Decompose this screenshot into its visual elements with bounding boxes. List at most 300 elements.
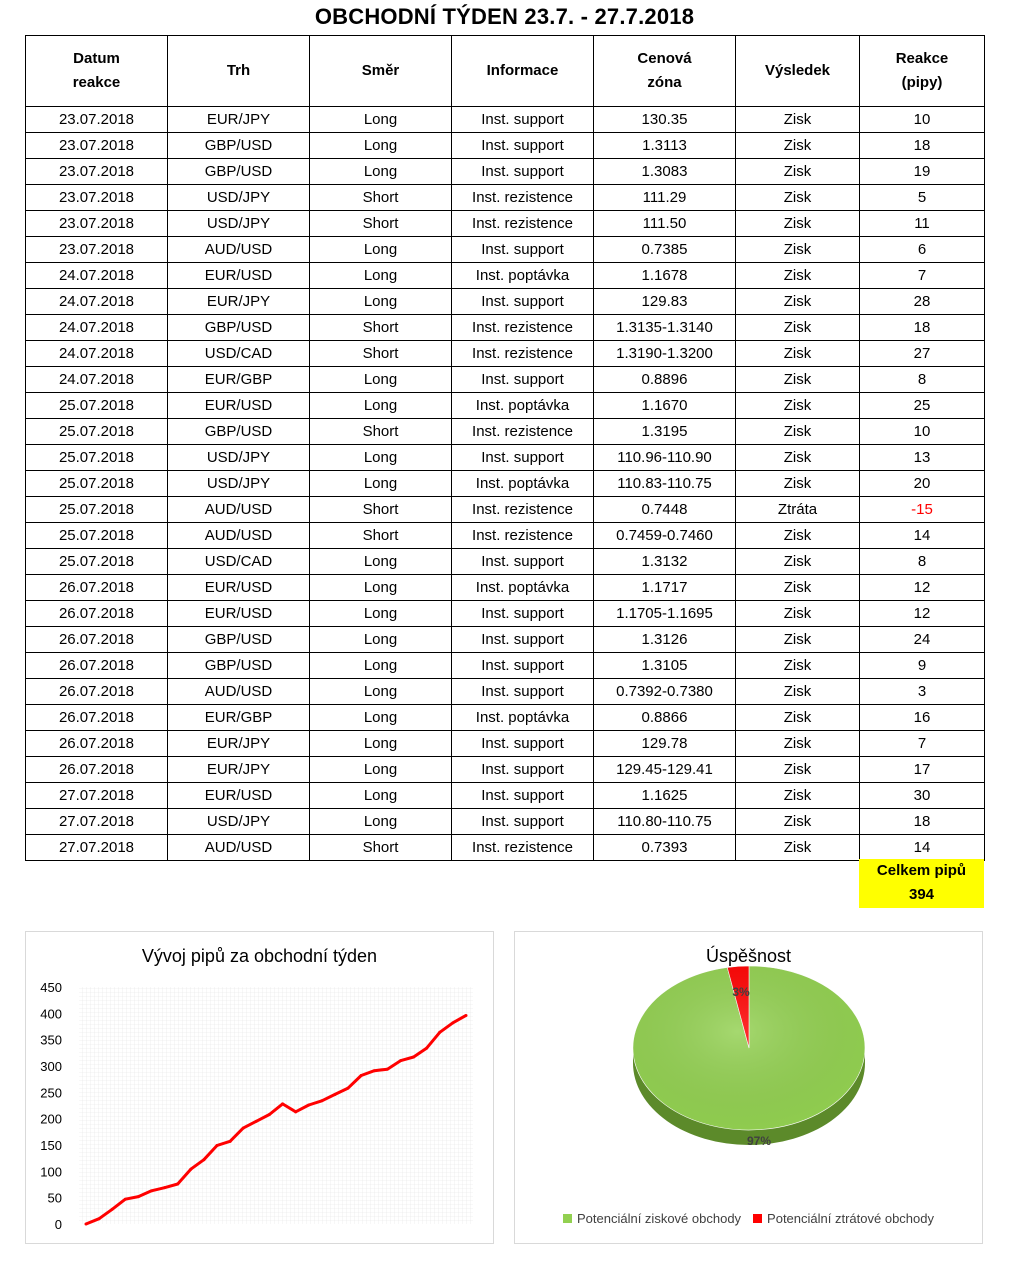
table-row — [26, 731, 985, 757]
table-cell: 25.07.2018 — [26, 393, 168, 419]
table-cell: EUR/USD — [168, 601, 310, 627]
table-cell: 25.07.2018 — [26, 419, 168, 445]
table-cell: 3 — [860, 679, 985, 705]
legend-label: Potenciální ziskové obchody — [577, 1211, 742, 1226]
table-cell: 110.83-110.75 — [594, 471, 736, 497]
line-point — [268, 1113, 271, 1116]
table-cell: Zisk — [736, 627, 860, 653]
table-cell: Long — [310, 107, 452, 133]
line-point — [189, 1168, 192, 1171]
y-tick-label: 250 — [40, 1085, 62, 1101]
table-cell: 23.07.2018 — [26, 211, 168, 237]
table-cell: 0.7385 — [594, 237, 736, 263]
table-cell: 129.45-129.41 — [594, 757, 736, 783]
table-cell: EUR/GBP — [168, 705, 310, 731]
table-cell: 18 — [860, 315, 985, 341]
table-cell: 14 — [860, 835, 985, 861]
table-cell: Long — [310, 757, 452, 783]
table-cell: 27.07.2018 — [26, 835, 168, 861]
table-cell: 27.07.2018 — [26, 783, 168, 809]
table-cell: Zisk — [736, 757, 860, 783]
table-cell: Long — [310, 679, 452, 705]
table-cell: 24.07.2018 — [26, 289, 168, 315]
table-cell: Inst. poptávka — [452, 393, 594, 419]
table-cell: Inst. support — [452, 445, 594, 471]
line-point — [124, 1198, 127, 1201]
table-cell: Long — [310, 133, 452, 159]
table-cell: Inst. rezistence — [452, 523, 594, 549]
table-cell: Zisk — [736, 549, 860, 575]
total-pips-box — [859, 859, 984, 908]
line-point — [255, 1120, 258, 1123]
table-cell: 26.07.2018 — [26, 731, 168, 757]
table-cell: Zisk — [736, 211, 860, 237]
table-cell: USD/CAD — [168, 549, 310, 575]
table-cell: Long — [310, 159, 452, 185]
table-row — [26, 393, 985, 419]
table-cell: 7 — [860, 263, 985, 289]
column-header-line: Směr — [361, 62, 400, 79]
table-cell: EUR/JPY — [168, 289, 310, 315]
table-cell: AUD/USD — [168, 237, 310, 263]
table-cell: 1.3113 — [594, 133, 736, 159]
column-header-line: (pipy) — [901, 74, 943, 91]
table-cell: GBP/USD — [168, 419, 310, 445]
y-tick-label: 450 — [40, 980, 62, 995]
table-cell: AUD/USD — [168, 679, 310, 705]
column-header-line: zóna — [647, 74, 682, 91]
line-point — [111, 1208, 114, 1211]
table-cell: AUD/USD — [168, 523, 310, 549]
total-pips-label: Celkem pipů — [876, 862, 967, 879]
table-cell: 23.07.2018 — [26, 107, 168, 133]
table-cell: Zisk — [736, 835, 860, 861]
pie-legend — [541, 1206, 956, 1232]
table-cell: Zisk — [736, 289, 860, 315]
table-cell: Inst. support — [452, 679, 594, 705]
table-cell: Zisk — [736, 679, 860, 705]
line-point — [294, 1110, 297, 1113]
table-row — [26, 315, 985, 341]
table-cell: Long — [310, 575, 452, 601]
table-cell: Zisk — [736, 237, 860, 263]
table-cell: 7 — [860, 731, 985, 757]
table-cell: Zisk — [736, 705, 860, 731]
legend-item — [563, 1206, 741, 1232]
table-cell: Zisk — [736, 783, 860, 809]
table-cell: USD/JPY — [168, 185, 310, 211]
y-tick-label: 50 — [47, 1190, 62, 1206]
table-cell: Long — [310, 445, 452, 471]
table-cell: 1.3190-1.3200 — [594, 341, 736, 367]
table-row — [26, 419, 985, 445]
column-header-line: reakce — [72, 74, 121, 91]
table-cell: Long — [310, 705, 452, 731]
table-row — [26, 471, 985, 497]
table-cell: Long — [310, 601, 452, 627]
table-cell: Long — [310, 263, 452, 289]
table-cell: 23.07.2018 — [26, 159, 168, 185]
pips-line-chart — [25, 931, 494, 1244]
table-row — [26, 341, 985, 367]
table-row — [26, 783, 985, 809]
table-cell: Inst. support — [452, 809, 594, 835]
table-cell: Inst. rezistence — [452, 419, 594, 445]
line-point — [98, 1217, 101, 1220]
y-tick-label: 300 — [40, 1059, 62, 1074]
table-cell: Inst. support — [452, 627, 594, 653]
table-cell: Zisk — [736, 107, 860, 133]
table-cell: 23.07.2018 — [26, 133, 168, 159]
column-header-line: Reakce — [895, 50, 949, 67]
table-row — [26, 757, 985, 783]
table-cell: 8 — [860, 549, 985, 575]
table-row — [26, 809, 985, 835]
legend-label: Potenciální ztrátové obchody — [767, 1211, 934, 1226]
line-point — [176, 1182, 179, 1185]
table-cell: Zisk — [736, 731, 860, 757]
table-cell: 25.07.2018 — [26, 445, 168, 471]
line-point — [202, 1158, 205, 1161]
table-cell: Inst. support — [452, 549, 594, 575]
table-cell: 1.1717 — [594, 575, 736, 601]
table-cell: 27.07.2018 — [26, 809, 168, 835]
table-cell: USD/JPY — [168, 211, 310, 237]
table-cell: Long — [310, 731, 452, 757]
line-point — [373, 1069, 376, 1072]
line-point — [163, 1186, 166, 1189]
line-point — [229, 1140, 232, 1143]
line-point — [347, 1087, 350, 1090]
table-cell: USD/JPY — [168, 471, 310, 497]
table-cell: 0.7459-0.7460 — [594, 523, 736, 549]
table-cell: 26.07.2018 — [26, 601, 168, 627]
trades-table — [25, 35, 985, 861]
table-cell: Zisk — [736, 367, 860, 393]
table-row — [26, 653, 985, 679]
table-cell: Zisk — [736, 393, 860, 419]
table-cell: Long — [310, 809, 452, 835]
table-cell: EUR/USD — [168, 263, 310, 289]
table-cell: 0.7393 — [594, 835, 736, 861]
y-tick-label: 0 — [54, 1217, 62, 1232]
table-cell: Inst. support — [452, 653, 594, 679]
table-cell: Long — [310, 289, 452, 315]
table-cell: 18 — [860, 809, 985, 835]
table-cell: Inst. rezistence — [452, 341, 594, 367]
table-cell: 1.1705-1.1695 — [594, 601, 736, 627]
line-point — [386, 1068, 389, 1071]
table-cell: 27 — [860, 341, 985, 367]
column-header-line: Cenová — [637, 50, 692, 67]
table-cell: 1.3132 — [594, 549, 736, 575]
table-cell: Inst. support — [452, 237, 594, 263]
y-tick-label: 350 — [40, 1032, 62, 1048]
column-header-line: Informace — [486, 62, 559, 79]
y-tick-label: 200 — [40, 1111, 62, 1127]
table-cell: 24.07.2018 — [26, 315, 168, 341]
line-point — [438, 1031, 441, 1034]
table-cell: 24 — [860, 627, 985, 653]
line-point — [85, 1223, 88, 1226]
legend-swatch — [563, 1214, 572, 1223]
table-cell: 0.8896 — [594, 367, 736, 393]
table-cell: 28 — [860, 289, 985, 315]
table-cell: Zisk — [736, 315, 860, 341]
table-row — [26, 679, 985, 705]
table-cell: 26.07.2018 — [26, 705, 168, 731]
table-cell: 25.07.2018 — [26, 471, 168, 497]
table-cell: 24.07.2018 — [26, 263, 168, 289]
table-cell: Inst. support — [452, 783, 594, 809]
table-row — [26, 523, 985, 549]
table-cell: Zisk — [736, 341, 860, 367]
success-pie-chart — [514, 931, 983, 1244]
table-cell: Inst. support — [452, 731, 594, 757]
table-cell: Inst. support — [452, 133, 594, 159]
table-cell: 10 — [860, 419, 985, 445]
table-cell: Inst. poptávka — [452, 705, 594, 731]
table-cell: GBP/USD — [168, 159, 310, 185]
table-cell: EUR/JPY — [168, 731, 310, 757]
table-cell: 0.8866 — [594, 705, 736, 731]
table-cell: 13 — [860, 445, 985, 471]
column-header — [310, 36, 452, 107]
plot-area-grid — [79, 987, 473, 1224]
table-cell: Long — [310, 783, 452, 809]
line-point — [399, 1059, 402, 1062]
table-cell: EUR/JPY — [168, 107, 310, 133]
table-cell: GBP/USD — [168, 627, 310, 653]
table-row — [26, 159, 985, 185]
table-row — [26, 133, 985, 159]
table-body — [26, 107, 985, 861]
pie-chart-title: Úspěšnost — [705, 946, 792, 966]
line-point — [216, 1144, 219, 1147]
table-cell: USD/JPY — [168, 809, 310, 835]
table-cell: 23.07.2018 — [26, 185, 168, 211]
table-cell: Zisk — [736, 653, 860, 679]
line-point — [150, 1189, 153, 1192]
table-cell: 110.96-110.90 — [594, 445, 736, 471]
table-row — [26, 185, 985, 211]
table-cell: 1.1670 — [594, 393, 736, 419]
table-header-row — [26, 36, 985, 107]
table-row — [26, 575, 985, 601]
table-cell: Zisk — [736, 445, 860, 471]
table-cell: 19 — [860, 159, 985, 185]
table-cell: 129.78 — [594, 731, 736, 757]
table-cell: Short — [310, 185, 452, 211]
column-header — [594, 36, 736, 107]
table-cell: 24.07.2018 — [26, 341, 168, 367]
table-cell: Short — [310, 419, 452, 445]
table-cell: Short — [310, 497, 452, 523]
table-cell: Zisk — [736, 419, 860, 445]
table-cell: Short — [310, 315, 452, 341]
line-point — [360, 1074, 363, 1077]
table-cell: Zisk — [736, 471, 860, 497]
table-cell: 10 — [860, 107, 985, 133]
pie-data-label: 97% — [746, 1134, 772, 1148]
column-header — [26, 36, 168, 107]
table-cell: GBP/USD — [168, 653, 310, 679]
table-cell: 25 — [860, 393, 985, 419]
table-cell: Inst. support — [452, 107, 594, 133]
table-cell: USD/CAD — [168, 341, 310, 367]
table-cell: 14 — [860, 523, 985, 549]
y-tick-label: 400 — [40, 1006, 62, 1022]
column-header-line: Datum — [73, 50, 120, 67]
table-cell: 26.07.2018 — [26, 627, 168, 653]
table-cell: GBP/USD — [168, 133, 310, 159]
table-row — [26, 263, 985, 289]
line-chart-title: Vývoj pipů za obchodní týden — [141, 946, 378, 966]
line-point — [242, 1127, 245, 1130]
table-cell: Zisk — [736, 159, 860, 185]
line-point — [320, 1099, 323, 1102]
line-point — [307, 1103, 310, 1106]
table-cell: 110.80-110.75 — [594, 809, 736, 835]
table-cell: -15 — [860, 497, 985, 523]
table-cell: Short — [310, 523, 452, 549]
table-cell: 12 — [860, 601, 985, 627]
table-cell: 0.7392-0.7380 — [594, 679, 736, 705]
table-cell: Inst. support — [452, 601, 594, 627]
table-cell: 26.07.2018 — [26, 653, 168, 679]
line-point — [465, 1014, 468, 1017]
table-cell: Inst. poptávka — [452, 263, 594, 289]
line-chart-svg — [26, 932, 493, 1243]
table-cell: 1.3195 — [594, 419, 736, 445]
legend-swatch — [753, 1214, 762, 1223]
table-cell: 11 — [860, 211, 985, 237]
table-cell: 111.50 — [594, 211, 736, 237]
table-cell: Long — [310, 627, 452, 653]
table-cell: EUR/USD — [168, 575, 310, 601]
table-cell: 16 — [860, 705, 985, 731]
table-cell: Long — [310, 393, 452, 419]
line-point — [451, 1021, 454, 1024]
legend-item — [753, 1206, 934, 1232]
table-cell: Inst. rezistence — [452, 185, 594, 211]
table-cell: 25.07.2018 — [26, 523, 168, 549]
table-cell: 30 — [860, 783, 985, 809]
table-cell: 12 — [860, 575, 985, 601]
column-header — [860, 36, 985, 107]
table-cell: 129.83 — [594, 289, 736, 315]
table-row — [26, 497, 985, 523]
table-cell: Ztráta — [736, 497, 860, 523]
table-cell: Zisk — [736, 575, 860, 601]
table-cell: Long — [310, 549, 452, 575]
column-header — [168, 36, 310, 107]
table-cell: Zisk — [736, 263, 860, 289]
table-cell: 1.3126 — [594, 627, 736, 653]
table-cell: Zisk — [736, 185, 860, 211]
table-cell: 26.07.2018 — [26, 757, 168, 783]
table-cell: Short — [310, 211, 452, 237]
pie-data-label: 3% — [732, 985, 750, 999]
table-cell: 5 — [860, 185, 985, 211]
table-cell: 1.3135-1.3140 — [594, 315, 736, 341]
table-cell: Inst. support — [452, 757, 594, 783]
table-cell: Long — [310, 237, 452, 263]
table-row — [26, 289, 985, 315]
table-cell: Long — [310, 367, 452, 393]
table-cell: Zisk — [736, 601, 860, 627]
table-cell: 111.29 — [594, 185, 736, 211]
table-cell: 1.3105 — [594, 653, 736, 679]
column-header-line: Výsledek — [764, 62, 831, 79]
table-cell: 0.7448 — [594, 497, 736, 523]
table-row — [26, 107, 985, 133]
table-cell: 1.3083 — [594, 159, 736, 185]
table-cell: Inst. poptávka — [452, 575, 594, 601]
table-cell: USD/JPY — [168, 445, 310, 471]
table-cell: 8 — [860, 367, 985, 393]
table-cell: 26.07.2018 — [26, 575, 168, 601]
table-cell: 26.07.2018 — [26, 679, 168, 705]
table-cell: Inst. rezistence — [452, 211, 594, 237]
page-title: OBCHODNÍ TÝDEN 23.7. - 27.7.2018 — [314, 4, 695, 29]
table-cell: Inst. poptávka — [452, 471, 594, 497]
line-point — [425, 1047, 428, 1050]
table-cell: 25.07.2018 — [26, 497, 168, 523]
table-row — [26, 627, 985, 653]
line-point — [412, 1056, 415, 1059]
table-cell: Zisk — [736, 133, 860, 159]
table-cell: Long — [310, 653, 452, 679]
table-cell: 130.35 — [594, 107, 736, 133]
table-cell: 1.1625 — [594, 783, 736, 809]
table-cell: AUD/USD — [168, 835, 310, 861]
table-cell: EUR/JPY — [168, 757, 310, 783]
table-cell: Zisk — [736, 523, 860, 549]
table-cell: 9 — [860, 653, 985, 679]
column-header — [452, 36, 594, 107]
table-cell: 18 — [860, 133, 985, 159]
table-row — [26, 445, 985, 471]
y-tick-label: 150 — [40, 1138, 62, 1153]
table-cell: Short — [310, 341, 452, 367]
table-cell: Long — [310, 471, 452, 497]
line-point — [281, 1102, 284, 1105]
table-cell: Inst. rezistence — [452, 315, 594, 341]
table-row — [26, 549, 985, 575]
table-row — [26, 705, 985, 731]
table-cell: 17 — [860, 757, 985, 783]
column-header-line: Trh — [226, 62, 251, 79]
table-cell: Zisk — [736, 809, 860, 835]
table-row — [26, 237, 985, 263]
column-header — [736, 36, 860, 107]
table-cell: 6 — [860, 237, 985, 263]
line-point — [333, 1093, 336, 1096]
line-point — [137, 1195, 140, 1198]
table-cell: GBP/USD — [168, 315, 310, 341]
table-row — [26, 367, 985, 393]
table-cell: 23.07.2018 — [26, 237, 168, 263]
table-cell: EUR/USD — [168, 783, 310, 809]
table-cell: Inst. rezistence — [452, 497, 594, 523]
table-cell: EUR/USD — [168, 393, 310, 419]
table-row — [26, 211, 985, 237]
table-cell: AUD/USD — [168, 497, 310, 523]
table-cell: Inst. support — [452, 367, 594, 393]
table-cell: EUR/GBP — [168, 367, 310, 393]
table-cell: 24.07.2018 — [26, 367, 168, 393]
